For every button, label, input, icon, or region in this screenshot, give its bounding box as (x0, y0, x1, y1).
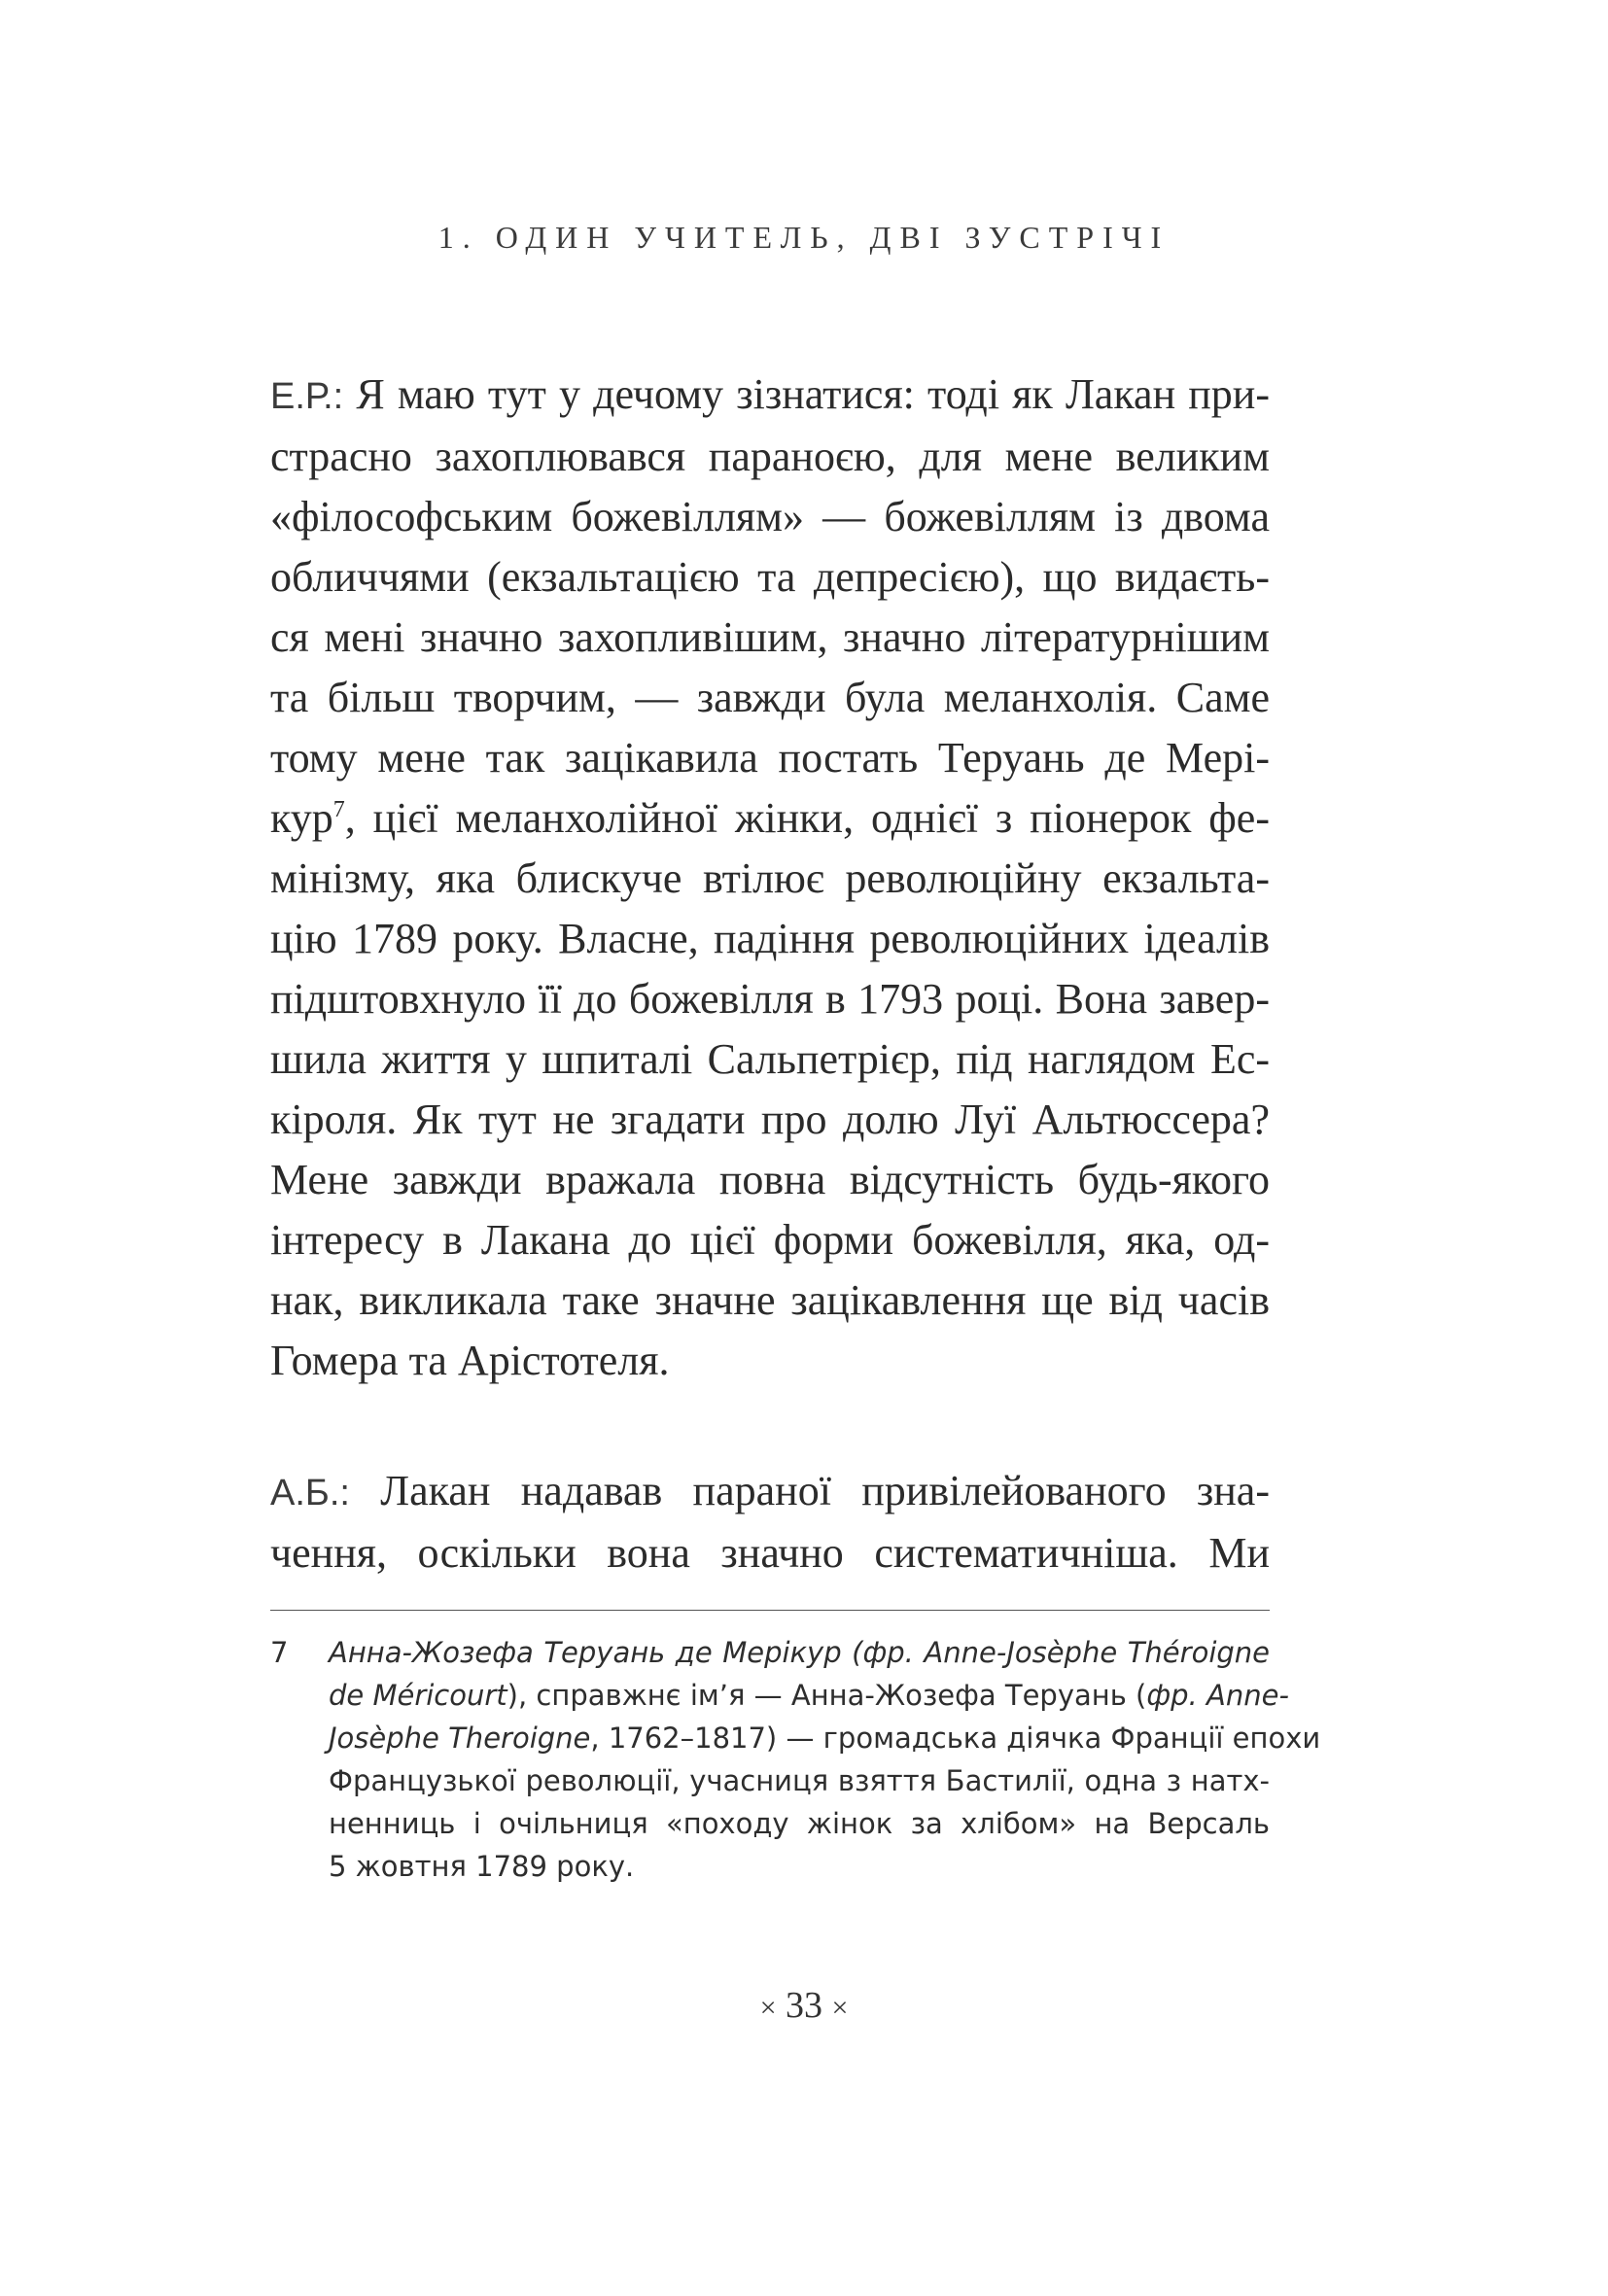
text-line: обличчями (екзальтацією та депресією), що видаєть- (270, 553, 1270, 601)
page-number: 33 (786, 1985, 822, 2026)
text-line: ся мені значно захопливішим, значно літературнішим (270, 613, 1270, 661)
text-fragment: , цієї меланхолійної жінки, однієї з піонерок фе- (344, 794, 1270, 842)
text-line-content: Лакан надавав параної привілейованого зна- (380, 1467, 1270, 1514)
text-line: «філософським божевіллям» — божевіллям із двома (270, 493, 1270, 540)
page-folio (0, 1984, 1608, 2027)
text-line: шила життя у шпиталі Сальпетрієр, під наглядом Ес- (270, 1035, 1270, 1083)
running-header (0, 220, 1608, 256)
footnote-italic: фр. Anne- (1146, 1679, 1289, 1712)
speaker-label-ab: А.Б.: (270, 1473, 350, 1513)
text-line: цію 1789 року. Власне, падіння революційних ідеалів (270, 915, 1270, 962)
footnote-fragment: ), справжнє ім’я — Анна-Жозефа Теруань ( (507, 1679, 1147, 1712)
paragraph-er (270, 365, 1270, 1391)
footnote-line: 5 жовтня 1789 року. (329, 1850, 635, 1883)
text-line: Мене завжди вражала повна відсутність будь-якого (270, 1156, 1270, 1203)
text-line: нак, викликала таке значне зацікавлення ще від часів (270, 1276, 1270, 1324)
text-line: чення, оскільки вона значно систематичніша. Ми (270, 1529, 1270, 1577)
footnote-fragment: , 1762–1817) — громадська діячка Франції епохи (590, 1722, 1321, 1755)
text-line: підштовхнуло її до божевілля в 1793 році. Вона завер- (270, 975, 1270, 1023)
text-line (270, 788, 1270, 849)
text-line: страсно захоплювався параноєю, для мене великим (270, 433, 1270, 480)
text-line: кіроля. Як тут не згадати про долю Луї Альтюссера? (270, 1096, 1270, 1143)
footnote-line (329, 1674, 1289, 1717)
text-line: інтересу в Лакана до цієї форми божевілля, яка, од- (270, 1216, 1270, 1264)
footnote-number: 7 (270, 1636, 289, 1669)
footnote-line: ненниць і очільниця «походу жінок за хлібом» на Версаль (329, 1807, 1270, 1840)
footnote-line (329, 1631, 1270, 1674)
footnote-line (329, 1717, 1321, 1759)
footnote-divider (270, 1610, 1270, 1611)
folio-ornament-right: × (831, 1992, 849, 2024)
footnote-reference[interactable]: 7 (332, 797, 345, 822)
text-line: тому мене так зацікавила постать Теруань де Мері- (270, 734, 1270, 782)
text-line: та більш творчим, — завжди була меланхолія. Саме (270, 674, 1270, 721)
text-line-content: Я маю тут у дечому зізнатися: тоді як Лакан при- (356, 370, 1271, 418)
paragraph-ab (270, 1461, 1270, 1583)
text-line (270, 1461, 1270, 1523)
footnote-italic: de Méricourt (329, 1679, 507, 1712)
folio-ornament-left: × (759, 1992, 777, 2024)
text-fragment: кур (270, 794, 333, 842)
text-line (270, 365, 1270, 427)
footnote-text (329, 1631, 1321, 1888)
footnote-italic: Josèphe Theroigne (329, 1722, 591, 1755)
text-line: мінізму, яка блискуче втілює революційну екзальта- (270, 854, 1270, 902)
footnote-italic: Анна-Жозефа Теруань де Мерікур (фр. Anne-Josèphe Théroigne (329, 1636, 1270, 1669)
running-title: 1. ОДИН УЧИТЕЛЬ, ДВІ ЗУСТРІЧІ (437, 220, 1171, 255)
footnote-line: Французької революції, учасниця взяття Бастилії, одна з натх- (329, 1764, 1270, 1797)
text-line: Гомера та Арістотеля. (270, 1337, 670, 1384)
speaker-label-er: Е.Р.: (270, 376, 344, 417)
